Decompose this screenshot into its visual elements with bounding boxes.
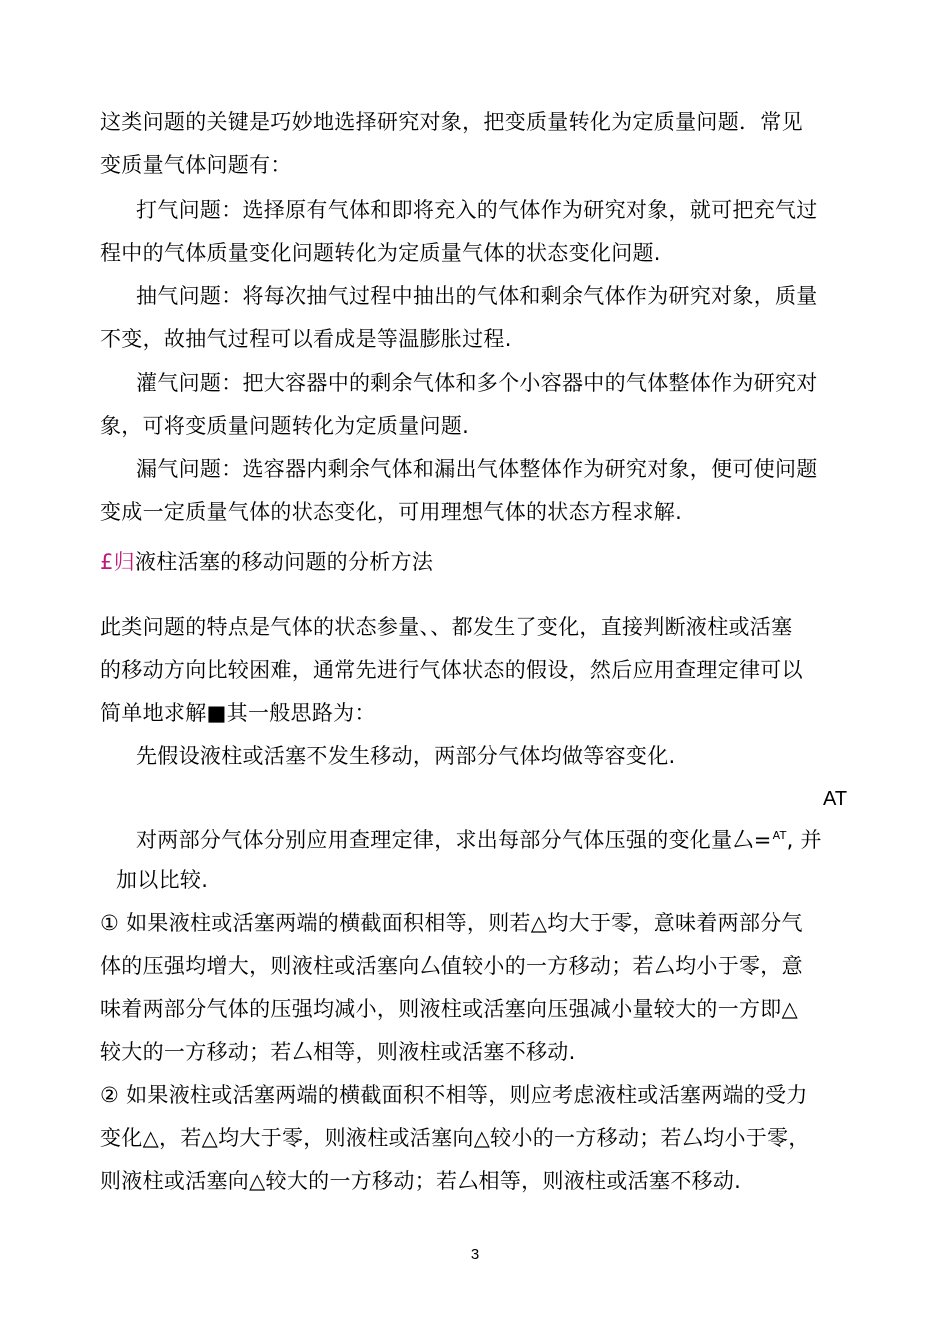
pump-line-1: 打气问题：选择原有气体和即将充入的气体作为研究对象，就可把充气过	[136, 198, 818, 222]
extract-line-1: 抽气问题：将每次抽气过程中抽出的气体和剩余气体作为研究对象，质量	[136, 284, 818, 308]
step-2-tail: , 并	[786, 828, 822, 852]
leak-line-1: 漏气问题：选容器内剩余气体和漏出气体整体作为研究对象，便可使问题	[136, 457, 818, 481]
heading-mark: £归	[100, 550, 135, 574]
method-line-2: 的移动方向比较困难，通常先进行气体状态的假设，然后应用查理定律可以	[100, 658, 803, 682]
heading-text: 液柱活塞的移动问题的分析方法	[134, 550, 434, 574]
case-2-line-2: 变化△，若△均大于零，则液柱或活塞向△较小的一方移动；若厶均小于零，	[100, 1126, 810, 1150]
fill-line-2: 象，可将变质量问题转化为定质量问题.	[100, 414, 470, 438]
step-2-superscript: AT	[772, 829, 787, 842]
step-1: 先假设液柱或活塞不发生移动，两部分气体均做等容变化.	[136, 744, 676, 768]
case-1-line-1: ① 如果液柱或活塞两端的横截面积相等，则若△均大于零，意味着两部分气	[100, 911, 803, 935]
pump-line-2: 程中的气体质量变化问题转化为定质量气体的状态变化问题.	[100, 241, 661, 265]
case-2-line-1: ② 如果液柱或活塞两端的横截面积不相等，则应考虑液柱或活塞两端的受力	[100, 1083, 808, 1107]
intro-line-1: 这类问题的关键是巧妙地选择研究对象，把变质量转化为定质量问题．常见	[100, 110, 803, 134]
intro-line-2: 变质量气体问题有：	[100, 153, 292, 177]
step-2-text: 对两部分气体分别应用查理定律，求出每部分气体压强的变化量厶=	[136, 828, 772, 852]
step-2-line-1	[136, 822, 822, 854]
case-1-line-4: 较大的一方移动；若厶相等，则液柱或活塞不移动.	[100, 1040, 576, 1064]
case-1-line-2: 体的压强均增大，则液柱或活塞向厶值较小的一方移动；若厶均小于零，意	[100, 954, 803, 978]
extract-line-2: 不变，故抽气过程可以看成是等温膨胀过程.	[100, 327, 512, 351]
step-2-line-2: 加以比较.	[116, 868, 209, 892]
case-2-line-3: 则液柱或活塞向△较大的一方移动；若厶相等，则液柱或活塞不移动.	[100, 1169, 742, 1193]
at-label: AT	[823, 788, 848, 810]
case-1-line-3: 味着两部分气体的压强均减小，则液柱或活塞向压强减小量较大的一方即△	[100, 997, 799, 1021]
section-heading	[100, 548, 433, 576]
method-line-1: 此类问题的特点是气体的状态参量、、都发生了变化，直接判断液柱或活塞	[100, 615, 793, 639]
fill-line-1: 灌气问题：把大容器中的剩余气体和多个小容器中的气体整体作为研究对	[136, 371, 818, 395]
leak-line-2: 变成一定质量气体的状态变化，可用理想气体的状态方程求解.	[100, 500, 683, 524]
page-number: 3	[470, 1246, 480, 1263]
method-line-3: 简单地求解■其一般思路为：	[100, 701, 376, 725]
